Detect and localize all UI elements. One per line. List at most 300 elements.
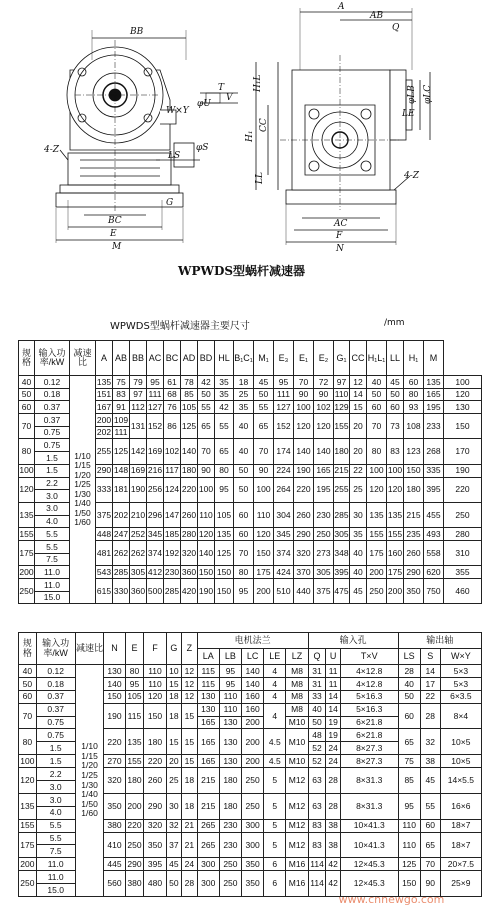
value-cell: 83 [113, 388, 130, 401]
value-cell: 40 [350, 540, 367, 565]
value-cell: 42 [326, 871, 340, 897]
size-cell: 70 [19, 703, 37, 729]
value-cell: M16 [286, 871, 308, 897]
value-cell: 125 [215, 540, 234, 565]
value-cell: 91 [113, 401, 130, 414]
value-cell: 290 [404, 566, 424, 579]
value-cell: 262 [113, 540, 130, 565]
value-cell: 19 [326, 729, 340, 742]
value-cell: 290 [144, 793, 166, 819]
value-cell: 455 [424, 502, 444, 527]
value-cell: 65 [398, 729, 420, 755]
value-cell: M8 [286, 703, 308, 716]
value-cell: M16 [286, 858, 308, 871]
value-cell: 169 [130, 465, 146, 476]
power-cell: 0.75 [36, 729, 75, 742]
value-cell: 395 [424, 477, 444, 502]
value-cell: 15 [166, 677, 182, 690]
value-cell: 18 [166, 703, 182, 729]
value-cell: 80 [234, 566, 254, 579]
column-header: G [166, 633, 182, 665]
column-header: Z [182, 633, 198, 665]
value-cell: 110 [198, 502, 215, 527]
value-cell: 395 [144, 858, 166, 871]
value-cell: 265 [197, 832, 219, 858]
value-cell: 15 [182, 729, 198, 755]
value-cell: 181 [113, 477, 130, 502]
value-cell: 260 [404, 540, 424, 565]
value-cell: 8×4 [440, 703, 481, 729]
value-cell: M8 [286, 690, 308, 703]
power-cell: 2.2 [36, 768, 75, 781]
column-header: W×Y [440, 649, 481, 665]
value-cell: 190 [104, 703, 125, 729]
value-cell: 374 [147, 540, 164, 565]
value-cell: 60 [234, 528, 254, 541]
value-cell: 224 [274, 464, 294, 477]
value-cell: 70 [420, 858, 440, 871]
value-cell: 95 [219, 665, 241, 678]
power-cell: 7.5 [35, 553, 70, 566]
power-cell: 1.5 [35, 464, 70, 477]
value-cell: 480 [144, 871, 166, 897]
value-cell: 268 [424, 439, 444, 464]
value-cell: 40 [367, 376, 387, 389]
value-cell: 73 [387, 414, 404, 439]
value-cell: 424 [274, 566, 294, 579]
header-ratio: 减速比 [70, 341, 96, 376]
value-cell: 18×7 [440, 832, 481, 858]
value-cell: 110 [398, 819, 420, 832]
size-cell: 200 [20, 859, 35, 870]
header-size: 规格 [19, 341, 35, 376]
value-cell: 235 [404, 528, 424, 541]
value-cell: 11 [326, 677, 340, 690]
value-cell: 220 [181, 477, 198, 502]
value-cell: 152 [147, 414, 164, 439]
value-cell: 108 [404, 414, 424, 439]
value-cell: 70 [294, 376, 314, 389]
size-cell: 60 [19, 401, 35, 414]
value-cell: 180 [334, 439, 350, 464]
value-cell: 50 [234, 477, 254, 502]
power-cell: 0.12 [36, 665, 75, 678]
value-cell: 110 [219, 690, 241, 703]
value-cell: 202 [96, 427, 112, 438]
value-cell: 93 [404, 401, 424, 414]
value-cell: 615 [96, 579, 113, 604]
column-header: G₁ [334, 341, 350, 376]
power-cell: 1.5 [36, 755, 75, 768]
value-cell: 320 [294, 540, 314, 565]
value-cell: 19 [326, 716, 340, 729]
value-cell: 110 [144, 665, 166, 678]
value-cell: 130 [104, 665, 125, 678]
value-cell: 24 [326, 742, 340, 755]
value-cell: 30 [166, 793, 182, 819]
value-cell: 8×31.3 [340, 793, 398, 819]
value-cell: 250 [314, 528, 334, 541]
value-cell: 374 [274, 540, 294, 565]
value-cell: 195 [314, 477, 334, 502]
size-cell: 60 [19, 690, 37, 703]
value-cell: 120 [444, 388, 482, 401]
value-cell: 35 [215, 388, 234, 401]
value-cell: 140 [242, 677, 264, 690]
value-cell: 115 [197, 677, 219, 690]
value-cell: 14 [326, 690, 340, 703]
size-cell: 40 [19, 376, 35, 389]
dim-label: LL [255, 172, 265, 184]
value-cell: 280 [444, 528, 482, 541]
value-cell: 10×41.3 [340, 832, 398, 858]
unit-label: /mm [384, 318, 405, 328]
power-cell: 4.0 [35, 515, 70, 528]
value-cell: 200 [387, 579, 404, 604]
value-cell: 375 [96, 502, 113, 527]
size-cell: 70 [19, 414, 35, 439]
column-header: LC [242, 649, 264, 665]
value-cell: 83 [308, 832, 326, 858]
power-cell: 11.0 [36, 871, 75, 884]
column-header: BB [130, 341, 147, 376]
size-cell: 40 [19, 665, 37, 678]
value-cell: 250 [219, 871, 241, 897]
value-cell: 80 [215, 464, 234, 477]
power-cell: 2.2 [35, 477, 70, 490]
value-cell: 55 [254, 401, 274, 414]
value-cell: 215 [197, 793, 219, 819]
size-cell: 120 [19, 477, 35, 502]
value-cell: 174 [274, 439, 294, 464]
value-cell: 35 [234, 401, 254, 414]
value-cell: 360 [130, 579, 147, 604]
value-cell: 543 [96, 566, 112, 577]
value-cell: 290 [96, 465, 112, 476]
value-cell: 348 [334, 540, 350, 565]
column-header: LS [398, 649, 420, 665]
value-cell: 260 [144, 768, 166, 794]
value-cell: 48 [308, 729, 326, 742]
value-cell: 5 [264, 832, 286, 858]
value-cell: 180 [219, 768, 241, 794]
value-cell: 24 [326, 755, 340, 768]
power-cell: 0.75 [35, 426, 70, 439]
column-header: AD [181, 341, 198, 376]
value-cell: 285 [113, 566, 129, 577]
value-cell: 4 [264, 665, 286, 678]
value-cell: 230 [219, 832, 241, 858]
size-cell: 250 [19, 871, 37, 897]
column-header: T×V [340, 649, 398, 665]
power-cell: 11.0 [35, 579, 70, 592]
value-cell: 160 [242, 703, 264, 716]
dim-label: M [112, 242, 122, 252]
dim-label: G [166, 198, 174, 208]
value-cell: 4×12.8 [340, 665, 398, 678]
value-cell: 169 [147, 439, 164, 464]
value-cell: 262 [130, 540, 147, 565]
value-cell: 52 [308, 755, 326, 768]
value-cell: 273 [314, 540, 334, 565]
power-cell: 5.5 [36, 832, 75, 845]
dim-label: V [226, 93, 233, 103]
column-header: S [420, 649, 440, 665]
value-cell: 114 [308, 871, 326, 897]
dim-label: BB [130, 27, 144, 37]
value-cell: 18 [234, 376, 254, 389]
value-cell: 100 [198, 477, 215, 502]
dim-label: φU [197, 99, 211, 109]
watermark: www.cnnewgo.com [338, 893, 445, 906]
value-cell: 120 [254, 528, 274, 541]
size-cell: 80 [19, 729, 37, 755]
dim-label: 4-Z [44, 145, 60, 155]
value-cell: 22 [420, 690, 440, 703]
value-cell: 320 [104, 768, 125, 794]
value-cell: 70 [198, 439, 215, 464]
value-cell: M12 [286, 768, 308, 794]
value-cell: 190 [294, 464, 314, 477]
value-cell: 300 [242, 832, 264, 858]
value-cell: 6×21.8 [340, 716, 398, 729]
value-cell: 20 [350, 439, 367, 464]
power-cell: 11.0 [36, 858, 75, 871]
value-cell: 120 [367, 477, 387, 502]
value-cell: 215 [334, 465, 349, 476]
value-cell: 45 [387, 376, 404, 389]
value-cell: 395 [334, 566, 349, 577]
power-cell: 0.75 [35, 439, 70, 452]
value-cell: 72 [314, 376, 334, 389]
value-cell: 100 [367, 464, 387, 477]
value-cell: 200 [242, 729, 264, 755]
value-cell: 40 [350, 566, 367, 579]
column-header: M [424, 341, 444, 376]
table-header [19, 341, 482, 376]
value-cell: 8×31.3 [340, 768, 398, 794]
table-row [19, 665, 482, 678]
value-cell: 558 [424, 540, 444, 565]
value-cell: 130 [219, 729, 241, 755]
value-cell: 135 [367, 502, 387, 527]
value-cell: 40 [398, 677, 420, 690]
value-cell: 150 [215, 579, 234, 604]
dim-label: Q [392, 23, 400, 33]
column-header: B₁C₁ [234, 341, 254, 376]
value-cell: 151 [96, 389, 112, 400]
value-cell: 111 [274, 388, 294, 401]
power-cell: 5.5 [36, 819, 75, 832]
value-cell: 148 [113, 465, 129, 476]
dim-label: A [338, 2, 345, 12]
value-cell: 100 [254, 477, 274, 502]
value-cell: 140 [314, 439, 334, 464]
value-cell: 150 [215, 566, 234, 579]
value-cell: M10 [286, 755, 308, 768]
value-cell: 130 [219, 755, 241, 768]
value-cell: 97 [130, 388, 147, 401]
value-cell: 510 [274, 579, 294, 604]
header-ratio: 减速比 [75, 633, 104, 665]
value-cell: 129 [334, 401, 349, 412]
value-cell: 750 [424, 579, 444, 604]
column-header: F [144, 633, 166, 665]
column-header: H₁L₁ [367, 341, 387, 376]
value-cell: 45 [254, 376, 274, 389]
value-cell: 28 [420, 703, 440, 729]
value-cell: 100 [387, 465, 403, 476]
value-cell: 290 [125, 858, 144, 871]
value-cell: 5 [264, 819, 286, 832]
value-cell: 330 [113, 579, 130, 604]
table-header-groups [19, 633, 482, 649]
table-row [19, 376, 482, 389]
value-cell: 170 [444, 439, 482, 464]
value-cell: 24 [182, 858, 198, 871]
value-cell: 300 [242, 819, 264, 832]
value-cell: 115 [197, 665, 219, 678]
column-header: H₁ [404, 341, 424, 376]
value-cell: 110 [398, 832, 420, 858]
power-cell: 15.0 [35, 591, 70, 604]
value-cell: 165 [424, 388, 444, 401]
value-cell: 8×27.3 [340, 755, 398, 768]
value-cell: 460 [444, 579, 482, 604]
value-cell: 256 [147, 477, 164, 502]
value-cell: 8×27.3 [340, 742, 398, 755]
power-cell: 15.0 [36, 884, 75, 897]
value-cell: 350 [104, 793, 125, 819]
value-cell: 16×6 [440, 793, 481, 819]
value-cell: 50 [387, 388, 404, 401]
group-header-motor: 电机法兰 [197, 633, 308, 649]
value-cell: 40 [234, 414, 254, 439]
dim-label: N [336, 244, 344, 254]
value-cell: 111 [113, 426, 130, 439]
power-cell: 0.18 [35, 388, 70, 401]
power-cell: 11.0 [35, 566, 70, 579]
value-cell: 102 [164, 439, 181, 464]
power-cell: 0.37 [35, 414, 70, 427]
value-cell: 110 [334, 389, 349, 400]
value-cell: 12 [182, 690, 198, 703]
column-header: LE [264, 649, 286, 665]
value-cell: 111 [147, 388, 164, 401]
value-cell: 220 [125, 819, 144, 832]
value-cell: 130 [197, 690, 219, 703]
value-cell: 230 [219, 819, 241, 832]
value-cell: 127 [147, 401, 163, 412]
dim-label: T [218, 83, 225, 93]
value-cell: 75 [398, 755, 420, 768]
value-cell: 200 [125, 793, 144, 819]
group-header-input: 输入孔 [308, 633, 398, 649]
value-cell: 50 [308, 716, 326, 729]
value-cell: 17 [420, 677, 440, 690]
value-cell: 150 [404, 464, 424, 477]
column-header: CC [350, 341, 367, 376]
power-cell: 7.5 [36, 845, 75, 858]
value-cell: 90 [420, 871, 440, 897]
value-cell: 83 [387, 439, 404, 464]
value-cell: 220 [144, 755, 166, 768]
size-cell: 250 [19, 579, 35, 604]
value-cell: 160 [242, 690, 264, 703]
value-cell: 200 [96, 414, 112, 425]
value-cell: 620 [424, 566, 444, 579]
power-cell: 3.0 [35, 502, 70, 515]
value-cell: 50 [198, 388, 215, 401]
size-cell: 200 [19, 566, 34, 577]
value-cell: 6×21.8 [340, 729, 398, 742]
power-cell: 3.0 [35, 490, 70, 503]
value-cell: 255 [334, 477, 350, 502]
value-cell: 6 [264, 871, 286, 897]
value-cell: 250 [219, 858, 241, 871]
value-cell: 195 [424, 401, 444, 414]
value-cell: 95 [219, 677, 241, 690]
size-cell: 135 [19, 793, 37, 819]
value-cell: 6 [264, 858, 286, 871]
column-header: AB [113, 341, 130, 376]
value-cell: 4 [264, 677, 286, 690]
value-cell: 140 [198, 540, 215, 565]
value-cell: 220 [104, 729, 125, 755]
value-cell: 4 [264, 703, 286, 729]
value-cell: 150 [254, 540, 274, 565]
power-cell: 3.0 [36, 781, 75, 794]
value-cell: M8 [286, 665, 308, 678]
value-cell: 18×7 [440, 819, 481, 832]
value-cell: 140 [242, 665, 264, 678]
value-cell: 18 [182, 768, 198, 794]
value-cell: 310 [444, 540, 482, 565]
value-cell: 296 [147, 502, 164, 527]
power-cell: 0.12 [35, 376, 70, 389]
value-cell: 175 [254, 566, 274, 579]
value-cell: 180 [219, 793, 241, 819]
value-cell: 300 [197, 858, 219, 871]
value-cell: 45 [420, 768, 440, 794]
value-cell: 140 [181, 439, 198, 464]
value-cell: 230 [164, 566, 180, 577]
value-cell: 5 [264, 793, 286, 819]
value-cell: 130 [219, 716, 241, 729]
value-cell: 63 [308, 768, 326, 794]
value-cell: 105 [215, 502, 234, 527]
dim-label: AB [370, 11, 384, 21]
value-cell: 167 [96, 401, 112, 412]
dim-label: W×Y [166, 106, 189, 116]
header-power: 输入功率/kW [36, 633, 75, 665]
value-cell: 127 [274, 401, 294, 414]
value-cell: 165 [314, 464, 334, 477]
value-cell: 124 [164, 477, 181, 502]
value-cell: 63 [308, 793, 326, 819]
value-cell: 12×45.3 [340, 858, 398, 871]
value-cell: 32 [166, 819, 182, 832]
header-size: 规格 [19, 633, 37, 665]
value-cell: 102 [314, 401, 334, 414]
value-cell: 300 [197, 871, 219, 897]
value-cell: 180 [181, 465, 197, 476]
value-cell: 38 [326, 819, 340, 832]
value-cell: 142 [130, 439, 147, 464]
value-cell: M12 [286, 819, 308, 832]
value-cell: 150 [444, 414, 482, 439]
value-cell: 95 [215, 477, 234, 502]
